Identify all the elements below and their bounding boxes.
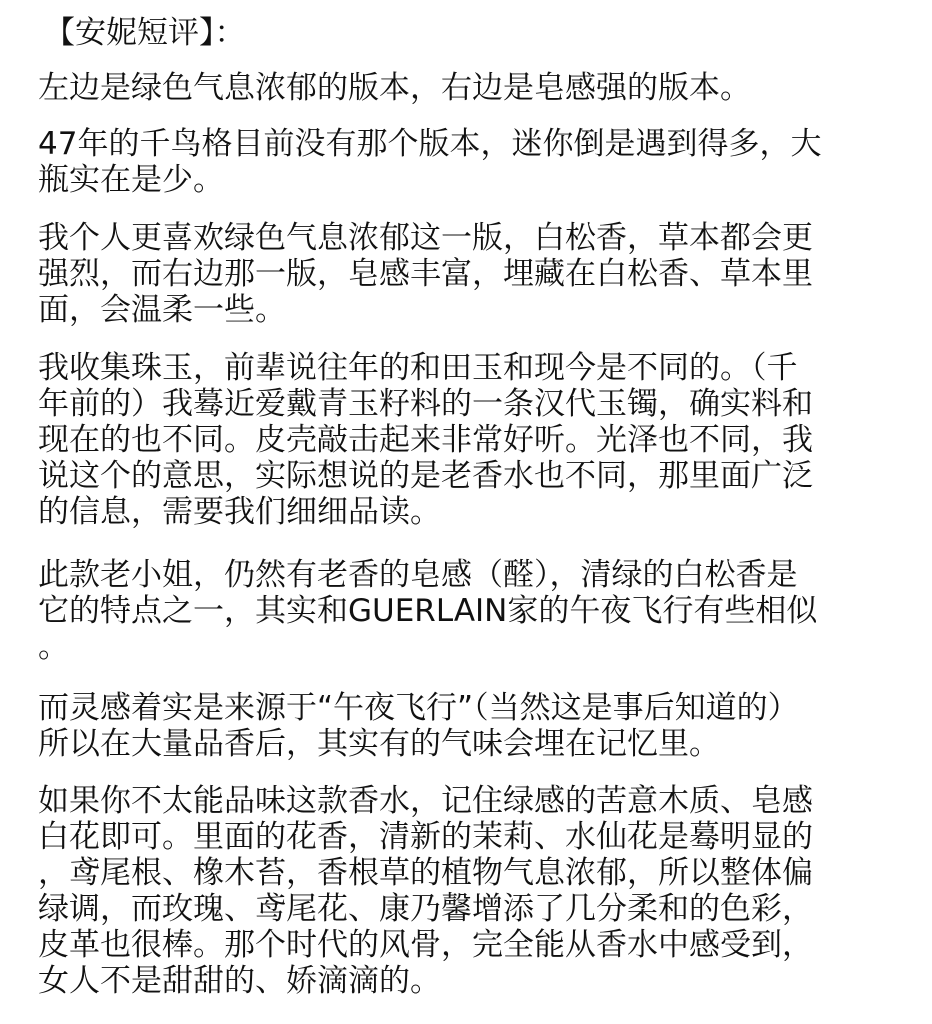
text-line: 我收集珠玉，前辈说往年的和田玉和现今是不同的。（千 (38, 350, 798, 386)
text-line: 白花即可。里面的花香，清新的茉莉、水仙花是蓦明显的 (38, 819, 813, 855)
text-line: 绿调，而玫瑰、鸢尾花、康乃馨增添了几分柔和的色彩， (38, 891, 813, 927)
text-line: 的信息，需要我们细细品读。 (38, 494, 441, 530)
text-line: 。 (38, 629, 69, 665)
text-line: 如果你不太能品味这款香水，记住绿感的苦意木质、皂感 (38, 783, 813, 819)
text-line: 左边是绿色气息浓郁的版本，右边是皂感强的版本。 (38, 70, 751, 106)
paragraph-6 (38, 690, 799, 762)
paragraph-1 (38, 70, 751, 106)
text-line: 强烈，而右边那一版，皂感丰富，埋藏在白松香、草本里 (38, 256, 813, 292)
text-line: 皮革也很棒。那个时代的风骨，完全能从香水中感受到， (38, 927, 813, 963)
paragraph-7 (38, 783, 813, 999)
text-line: 瓶实在是少。 (38, 162, 224, 198)
text-line: 它的特点之一，其实和GUERLAIN家的午夜飞行有些相似 (38, 593, 818, 629)
text-line: 现在的也不同。皮壳敲击起来非常好听。光泽也不同，我 (38, 422, 813, 458)
paragraph-3 (38, 220, 813, 328)
review-heading: 【安妮短评】： (44, 15, 246, 51)
paragraph-4 (38, 350, 813, 530)
text-line: 说这个的意思，实际想说的是老香水也不同，那里面广泛 (38, 458, 813, 494)
text-line: 此款老小姐，仍然有老香的皂感（醛），清绿的白松香是 (38, 557, 798, 593)
text-line: ，鸢尾根、橡木苔，香根草的植物气息浓郁，所以整体偏 (38, 855, 813, 891)
paragraph-2 (38, 126, 821, 198)
text-line: 年前的）我蓦近爱戴青玉籽料的一条汉代玉镯，确实料和 (38, 386, 813, 422)
text-line: 面，会温柔一些。 (38, 292, 286, 328)
text-line: 我个人更喜欢绿色气息浓郁这一版，白松香，草本都会更 (38, 220, 813, 256)
text-line: 47年的千鸟格目前没有那个版本，迷你倒是遇到得多，大 (38, 126, 822, 162)
text-line: 而灵感着实是来源于“午夜飞行”（当然这是事后知道的） (38, 690, 799, 726)
text-line: 女人不是甜甜的、娇滴滴的。 (38, 963, 441, 999)
text-line: 所以在大量品香后，其实有的气味会埋在记忆里。 (38, 726, 720, 762)
paragraph-5 (38, 557, 817, 665)
